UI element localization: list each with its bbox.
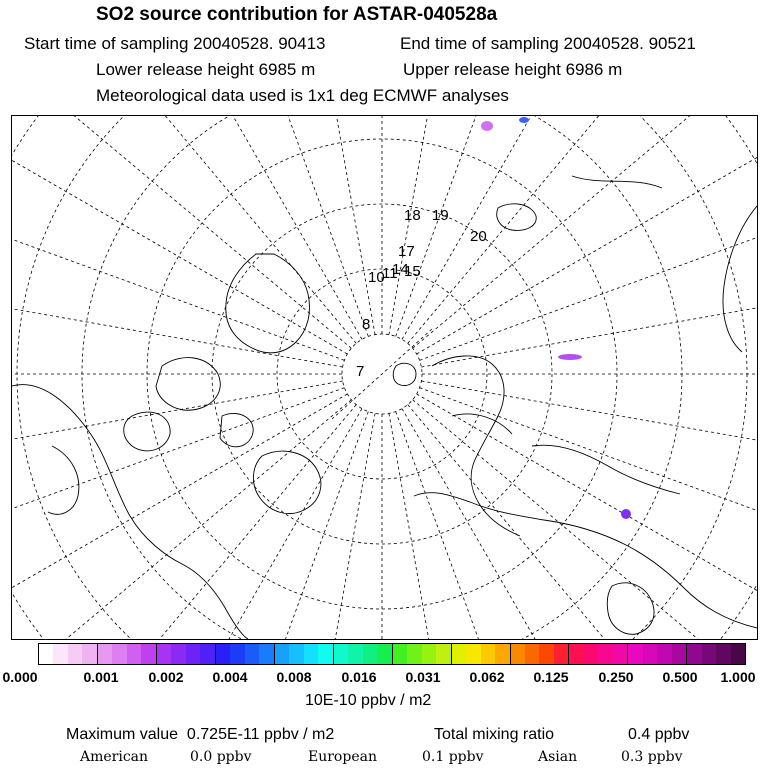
tick-label: 0.031 xyxy=(405,669,441,685)
tick-label: 0.001 xyxy=(83,669,119,685)
color-scale-segment xyxy=(716,644,730,664)
meridian-line xyxy=(12,116,347,354)
color-scale-segment xyxy=(82,644,97,664)
color-scale-segment xyxy=(584,644,598,664)
tick-label: 0.008 xyxy=(276,669,312,685)
meridian-line xyxy=(32,116,362,339)
map-title: SO2 source contribution for ASTAR-040528a xyxy=(96,4,498,25)
color-scale-segment xyxy=(141,644,156,664)
color-scale-segment xyxy=(53,644,67,664)
color-scale-unit: 10E-10 ppbv / m2 xyxy=(305,692,432,709)
meridian-line xyxy=(417,116,757,354)
color-scale-segment xyxy=(318,644,333,664)
plume-top xyxy=(481,121,493,131)
coastline-greenland xyxy=(226,254,310,353)
color-scale-ticks xyxy=(0,669,768,689)
color-scale-segment xyxy=(687,644,701,664)
color-scale-segment xyxy=(511,644,525,664)
european-label: European xyxy=(308,749,377,765)
color-scale-segment xyxy=(157,644,171,664)
color-scale-segment xyxy=(466,644,480,664)
coastlines xyxy=(12,176,757,639)
max-value-label: Maximum value xyxy=(66,726,179,743)
color-scale-segment xyxy=(171,644,185,664)
color-scale-segment xyxy=(452,644,466,664)
end-time-label: End time of sampling xyxy=(400,34,559,53)
color-scale-segment xyxy=(672,644,687,664)
upper-release-line xyxy=(403,60,622,80)
traj-label-7: 7 xyxy=(356,363,365,380)
lower-release-line xyxy=(96,60,315,80)
color-scale-segment xyxy=(68,644,82,664)
meridian-line xyxy=(421,381,757,496)
traj-label-15: 15 xyxy=(404,263,421,280)
color-scale-segment xyxy=(363,644,377,664)
asian-label: Asian xyxy=(538,749,578,765)
start-time-line xyxy=(24,34,326,54)
color-scale-segment xyxy=(702,644,716,664)
meridian-line xyxy=(408,116,757,343)
color-scale-segment xyxy=(186,644,200,664)
color-scale-segment xyxy=(436,644,451,664)
color-scale-segment xyxy=(245,644,259,664)
meridian-line xyxy=(260,413,375,639)
meridian-line xyxy=(420,135,757,361)
start-time-label: Start time of sampling xyxy=(24,34,189,53)
color-scale-segment xyxy=(334,644,348,664)
color-scale-segment xyxy=(259,644,274,664)
color-scale-segment xyxy=(628,644,642,664)
color-scale-segment xyxy=(407,644,421,664)
meridian-line xyxy=(413,116,757,348)
coastline-hudson-bay xyxy=(253,451,320,513)
upper-release-value: 6986 m xyxy=(565,60,623,79)
traj-label-19: 19 xyxy=(432,207,449,224)
meridian-line xyxy=(143,116,369,336)
coastline-north-america xyxy=(12,385,248,639)
meridian-line xyxy=(12,381,343,496)
color-scale-segment xyxy=(613,644,628,664)
coastline-svalbard xyxy=(393,204,536,386)
color-scale-segment xyxy=(289,644,303,664)
polar-stereographic-map xyxy=(11,115,758,640)
color-scale-segment xyxy=(539,644,553,664)
color-scale-segment xyxy=(525,644,539,664)
color-scale-segment xyxy=(377,644,392,664)
tick-label: 0.062 xyxy=(469,669,505,685)
meridian-line xyxy=(396,116,622,336)
latitude-circle xyxy=(12,116,757,639)
european-value: 0.1 ppbv xyxy=(422,749,484,765)
color-scale-segment xyxy=(230,644,244,664)
plume-top-b xyxy=(519,117,529,123)
pole-line xyxy=(332,329,432,419)
color-scale-segment xyxy=(304,644,318,664)
color-scale-segment xyxy=(554,644,569,664)
trajectory-labels xyxy=(356,207,487,380)
traj-label-14: 14 xyxy=(392,261,409,278)
color-scale-segment xyxy=(657,644,671,664)
lower-release-label: Lower release height xyxy=(96,60,254,79)
meridian-line xyxy=(389,116,504,335)
plume-lower-east xyxy=(621,509,631,519)
tick-label: 0.125 xyxy=(533,669,569,685)
meridian-line xyxy=(413,400,757,639)
traj-label-11: 11 xyxy=(382,265,398,282)
american-value: 0.0 ppbv xyxy=(190,749,252,765)
color-scale-segment xyxy=(200,644,215,664)
color-scale-segment xyxy=(495,644,510,664)
max-value-line xyxy=(66,726,334,744)
color-scale-bar xyxy=(38,643,746,665)
meridian-line xyxy=(12,405,356,639)
max-value: 0.725E-11 ppbv / m2 xyxy=(186,726,335,743)
meridian-line xyxy=(421,252,757,367)
tick-label: 0.500 xyxy=(662,669,698,685)
meridian-line xyxy=(32,409,362,639)
end-time-line xyxy=(400,34,696,54)
meridian-line xyxy=(420,388,757,614)
meridian-line xyxy=(12,116,351,348)
color-scale-segment xyxy=(598,644,612,664)
asian-value: 0.3 ppbv xyxy=(621,749,683,765)
meridian-line xyxy=(260,116,375,335)
color-scale-segment xyxy=(275,644,289,664)
met-data-line: Meteorological data used is 1x1 deg ECMWF analyses xyxy=(96,86,509,105)
color-scale-segment xyxy=(348,644,362,664)
tick-label: 0.250 xyxy=(598,669,634,685)
traj-label-20: 20 xyxy=(470,228,487,245)
color-scale-segment xyxy=(216,644,230,664)
color-scale-segment xyxy=(422,644,436,664)
tick-label: 1.000 xyxy=(720,669,756,685)
coastline-alaska xyxy=(607,583,654,634)
tick-label: 0.000 xyxy=(2,669,38,685)
color-scale-segment xyxy=(481,644,495,664)
lower-release-value: 6985 m xyxy=(258,60,316,79)
upper-release-label: Upper release height xyxy=(403,60,561,79)
total-mixing-label: Total mixing ratio xyxy=(434,726,555,743)
american-label: American xyxy=(80,749,149,765)
color-scale-segment xyxy=(569,644,583,664)
total-mixing-value: 0.4 ppbv xyxy=(628,726,690,743)
traj-label-10: 10 xyxy=(368,269,385,286)
color-scale-segment xyxy=(643,644,657,664)
meridian-line xyxy=(12,388,344,614)
traj-label-17: 17 xyxy=(398,243,415,260)
tick-label: 0.016 xyxy=(341,669,377,685)
meridian-line xyxy=(12,400,351,639)
plume-middle-east xyxy=(558,354,582,360)
color-scale-segment xyxy=(39,644,53,664)
color-scale-segment xyxy=(393,644,407,664)
map-canvas xyxy=(12,116,757,639)
graticule xyxy=(12,116,757,639)
end-time-value: 20040528. 90521 xyxy=(563,34,696,53)
color-scale-segment xyxy=(731,644,745,664)
coastline-east-asia xyxy=(572,176,757,352)
color-scale-segment xyxy=(98,644,112,664)
meridian-line xyxy=(12,135,344,361)
color-scale-segment xyxy=(127,644,141,664)
coastline-canada-islands xyxy=(124,358,253,451)
meridian-line xyxy=(12,252,343,367)
meridian-line xyxy=(389,413,504,639)
start-time-value: 20040528. 90413 xyxy=(193,34,326,53)
tick-label: 0.002 xyxy=(148,669,184,685)
color-scale-segment xyxy=(112,644,126,664)
tick-label: 0.004 xyxy=(212,669,248,685)
traj-label-18: 18 xyxy=(404,207,421,224)
coastline-siberia xyxy=(414,414,757,628)
traj-label-8: 8 xyxy=(362,316,371,333)
